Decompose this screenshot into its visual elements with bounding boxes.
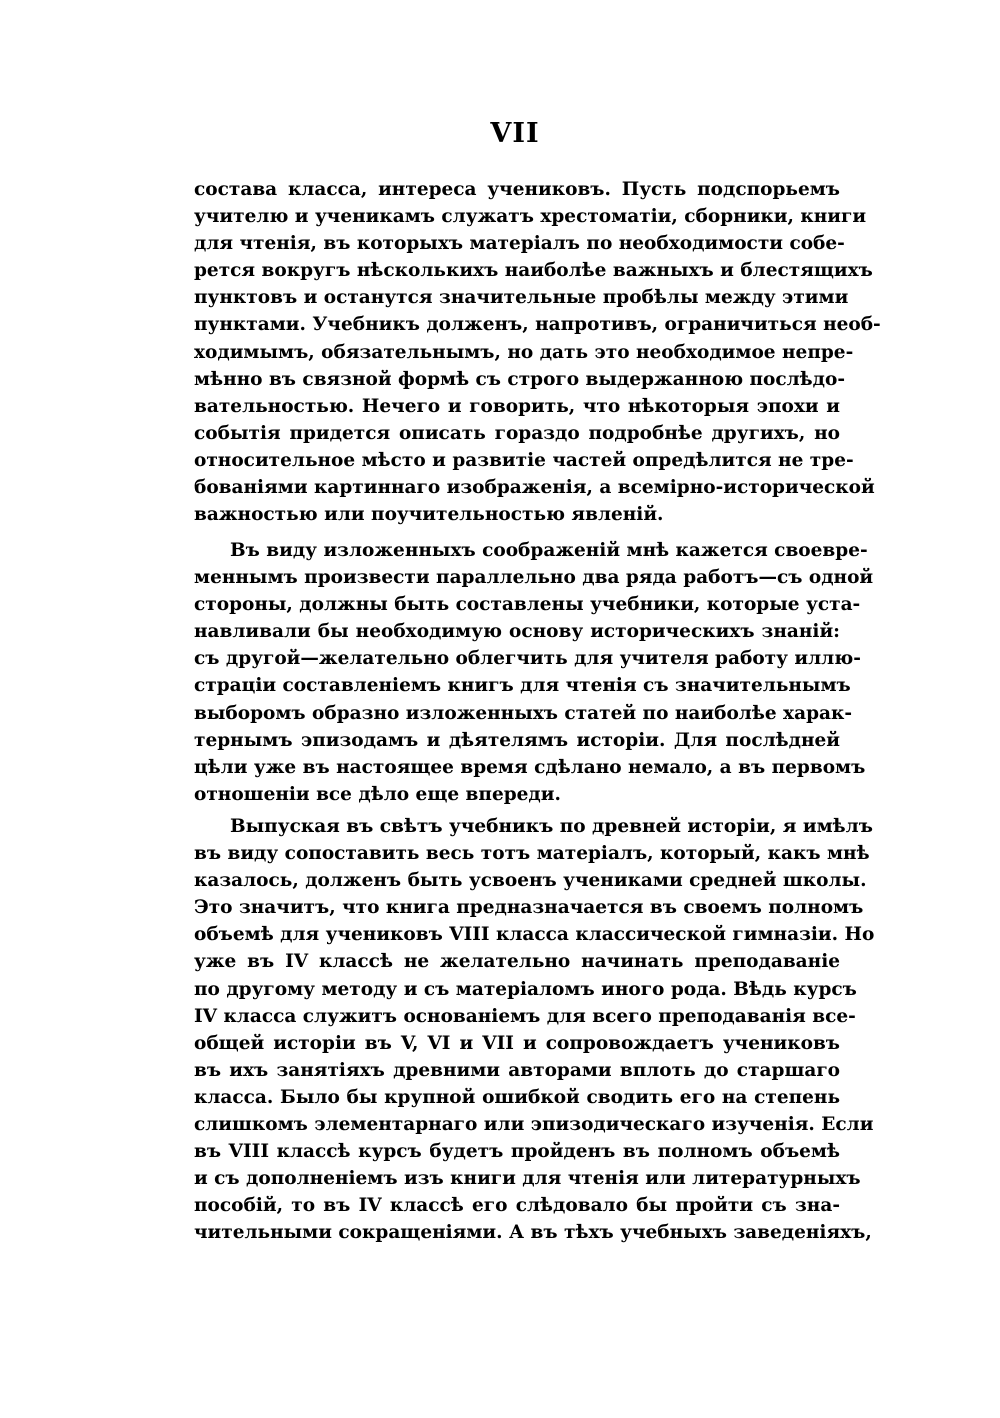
text-line: общей исторіи въ V, VI и VII и сопровождаетъ учениковъ <box>194 1032 840 1054</box>
text-line: пунктами. Учебникъ долженъ, напротивъ, ограничиться необ- <box>194 314 881 336</box>
text-line: и съ дополненіемъ изъ книги для чтенія или литературныхъ <box>194 1168 861 1190</box>
text-line: тернымъ эпизодамъ и дѣятелямъ исторіи. Для послѣдней <box>194 729 840 751</box>
paragraph-2 <box>194 537 874 808</box>
text-line: страціи составленіемъ книгъ для чтенія съ значительнымъ <box>194 675 851 697</box>
paragraph-3 <box>194 813 875 1247</box>
text-line: казалось, долженъ быть усвоенъ учениками средней школы. <box>194 870 867 892</box>
text-line: въ ихъ занятіяхъ древними авторами вплоть до старшаго <box>194 1059 840 1081</box>
text-line: Въ виду изложенныхъ соображеній мнѣ кажется своевре- <box>230 540 868 561</box>
paragraph-1 <box>194 176 881 528</box>
text-line: пунктовъ и останутся значительные пробѣлы между этими <box>194 287 849 309</box>
text-line: Выпуская въ свѣтъ учебникъ по древней исторіи, я имѣлъ <box>230 816 873 837</box>
text-line: объемѣ для учениковъ VIII класса классической гимназіи. Но <box>194 924 875 946</box>
text-line: класса. Было бы крупной ошибкой сводить его на степень <box>194 1086 840 1108</box>
text-line: ходимымъ, обязательнымъ, но дать это необходимое непре- <box>194 341 854 363</box>
text-line: навливали бы необходимую основу историческихъ знаній: <box>194 621 840 643</box>
text-line: событія придется описать гораздо подробнѣе другихъ, но <box>194 422 840 444</box>
text-line: цѣли уже въ настоящее время сдѣлано немало, а въ первомъ <box>194 756 866 778</box>
text-line: стороны, должны быть составлены учебники, которые уста- <box>194 594 861 616</box>
text-line: мѣнно въ связной формѣ съ строго выдержанною послѣдо- <box>194 368 846 390</box>
text-line: относительное мѣсто и развитіе частей опредѣлится не тре- <box>194 449 854 471</box>
text-line: въ виду сопоставить весь тотъ матеріалъ, который, какъ мнѣ <box>194 843 870 865</box>
text-line: состава класса, интереса учениковъ. Пусть подспорьемъ <box>194 179 840 200</box>
text-line: съ другой—желательно облегчить для учителя работу иллю- <box>194 648 861 670</box>
text-line: уже въ IV классѣ не желательно начинать преподаваніе <box>194 951 840 973</box>
text-line: IV класса служитъ основаніемъ для всего преподаванія все- <box>194 1005 856 1027</box>
text-line: по другому методу и съ матеріаломъ иного рода. Вѣдь курсъ <box>194 978 857 1000</box>
text-line: Это значитъ, что книга предназначается въ своемъ полномъ <box>194 897 864 919</box>
text-line: рется вокругъ нѣсколькихъ наиболѣе важныхъ и блестящихъ <box>194 260 873 282</box>
text-line: бованіями картиннаго изображенія, а всемірно-исторической <box>194 477 875 499</box>
page-number: VII <box>490 118 540 149</box>
text-line: вательностью. Нечего и говорить, что нѣкоторыя эпохи и <box>194 395 840 417</box>
text-line: учителю и ученикамъ служатъ хрестоматіи, сборники, книги <box>194 206 867 228</box>
text-line: меннымъ произвести параллельно два ряда работъ—съ одной <box>194 567 874 589</box>
text-line: чительными сокращеніями. А въ тѣхъ учебныхъ заведеніяхъ, <box>194 1222 872 1244</box>
text-line: слишкомъ элементарнаго или эпизодическаго изученія. Если <box>194 1114 874 1136</box>
text-line: отношеніи все дѣло еще впереди. <box>194 783 561 805</box>
text-line: для чтенія, въ которыхъ матеріалъ по необходимости собе- <box>194 233 845 255</box>
text-line: въ VIII классѣ курсъ будетъ пройденъ въ полномъ объемѣ <box>194 1141 840 1163</box>
text-line: важностью или поучительностью явленій. <box>194 504 664 526</box>
text-line: выборомъ образно изложенныхъ статей по наиболѣе харак- <box>194 702 853 724</box>
text-line: пособій, то въ IV классѣ его слѣдовало бы пройти съ зна- <box>194 1195 840 1217</box>
